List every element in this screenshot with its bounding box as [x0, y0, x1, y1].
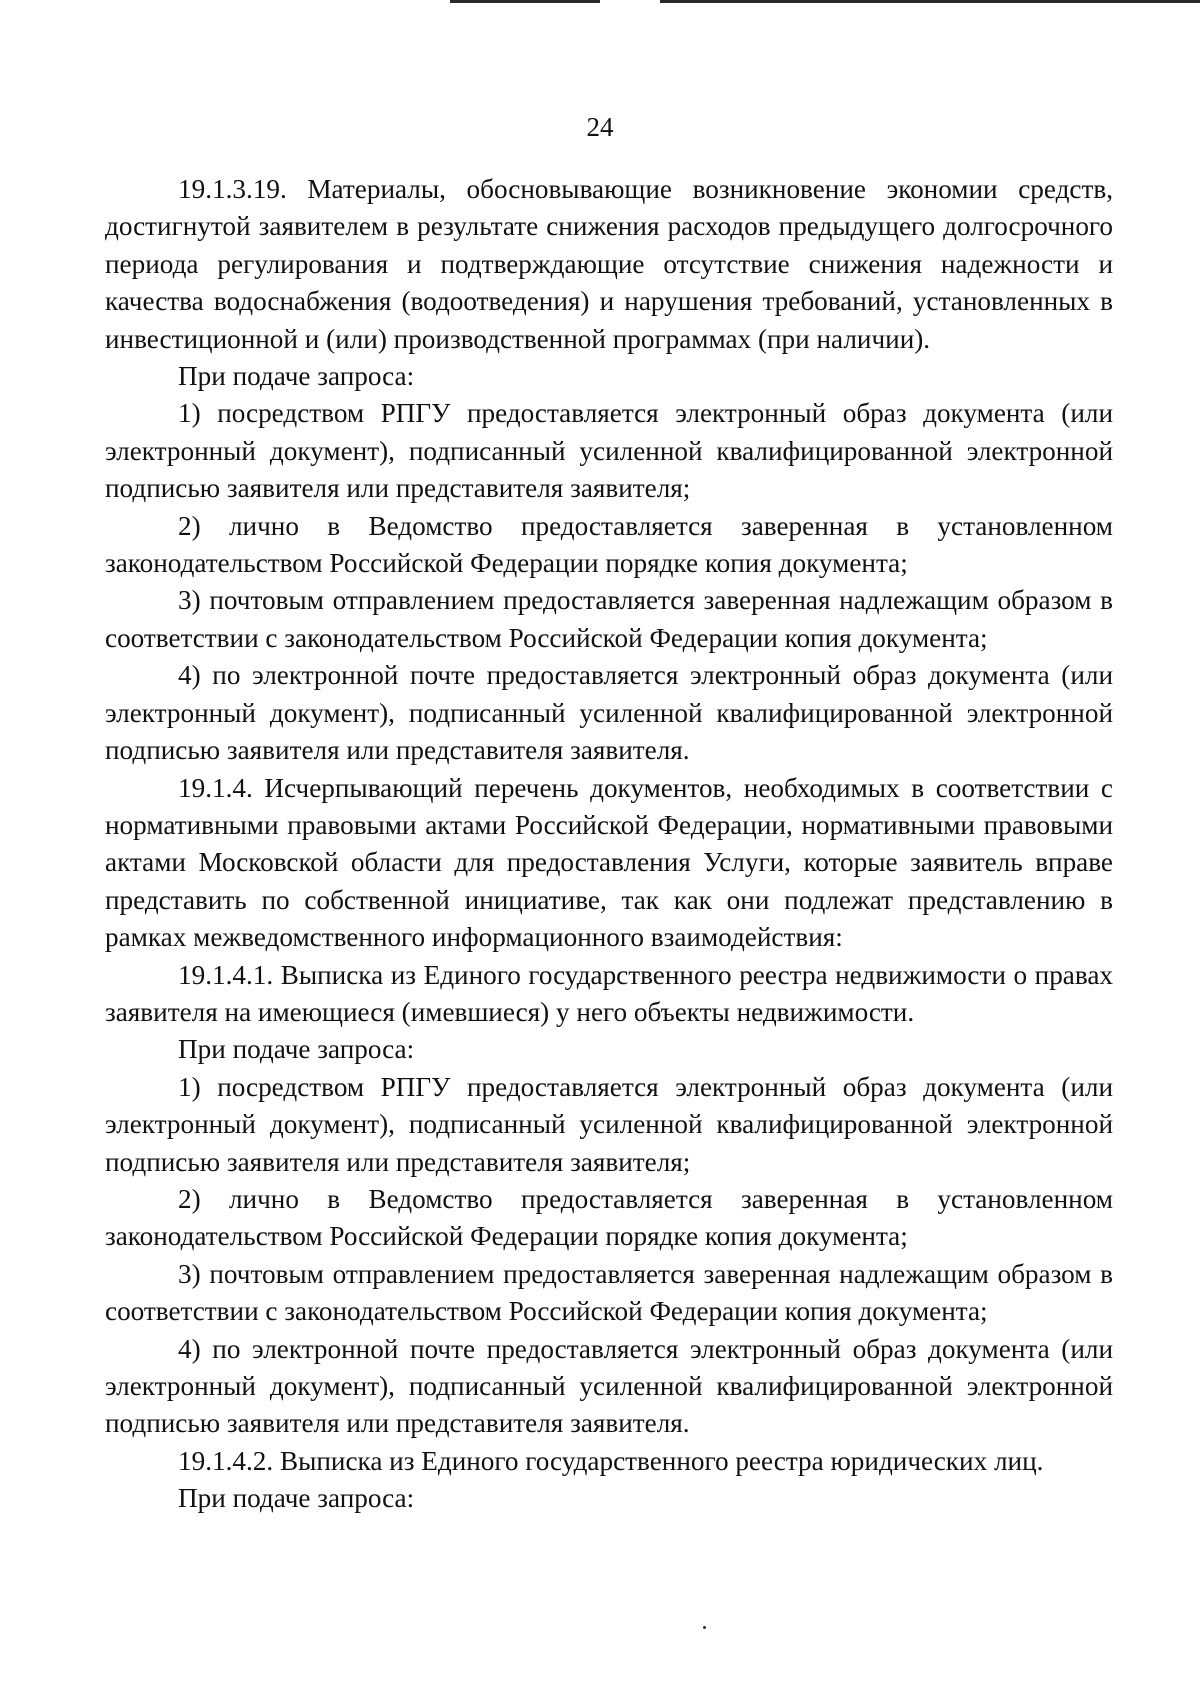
- paragraph-19-1-4-1: 19.1.4.1. Выписка из Единого государственного реестра недвижимости о правах заявителя на имеющиеся (имевшиеся) у него объекты недвижимости.: [105, 959, 1113, 1027]
- scan-top-edge: [450, 0, 1200, 3]
- page-number: 24: [586, 112, 614, 142]
- paragraph-list-item: 3) почтовым отправлением предоставляется заверенная надлежащим образом в соответствии с законодательством Российской Федерации копия документа;: [105, 585, 1113, 653]
- paragraph-request-heading: При подаче запроса:: [178, 1483, 415, 1514]
- paragraph-request-heading: При подаче запроса:: [178, 1034, 415, 1065]
- paragraph-request-heading: При подаче запроса:: [178, 361, 415, 392]
- paragraph-list-item: 4) по электронной почте предоставляется электронный образ документа (или электронный документ), подписанный усиленной квалифицированной электронной подписью заявителя или представителя заявителя.: [105, 1333, 1113, 1439]
- scan-top-edge-gap: [600, 0, 660, 3]
- paragraph-19-1-4-2: 19.1.4.2. Выписка из Единого государственного реестра юридических лиц.: [178, 1445, 1044, 1476]
- document-body: [105, 171, 1113, 1518]
- paragraph-list-item: 1) посредством РПГУ предоставляется электронный образ документа (или электронный документ), подписанный усиленной квалифицированной электронной подписью заявителя или представителя заявителя;: [105, 398, 1113, 504]
- paragraph-list-item: 3) почтовым отправлением предоставляется заверенная надлежащим образом в соответствии с законодательством Российской Федерации копия документа;: [105, 1258, 1113, 1327]
- paragraph-list-item: 1) посредством РПГУ предоставляется электронный образ документа (или электронный документ), подписанный усиленной квалифицированной электронной подписью заявителя или представителя заявителя;: [105, 1071, 1113, 1177]
- paragraph-19-1-4: 19.1.4. Исчерпывающий перечень документов, необходимых в соответствии с нормативными правовыми актами Российской Федерации, нормативными правовыми актами Московской области для предоставления Услуги, которые заявитель вправе представить по собственной инициативе, так как они подлежат представлению в рамках межведомственного информационного взаимодействия:: [105, 772, 1113, 953]
- paragraph-19-1-3-19: 19.1.3.19. Материалы, обосновывающие возникновение экономии средств, достигнутой заявителем в результате снижения расходов предыдущего долгосрочного периода регулирования и подтверждающие отсутствие снижения надежности и качества водоснабжения (водоотведения) и нарушения требований, установленных в инвестиционной и (или) производственной программах (при наличии).: [105, 174, 1113, 354]
- paragraph-list-item: 4) по электронной почте предоставляется электронный образ документа (или электронный документ), подписанный усиленной квалифицированной электронной подписью заявителя или представителя заявителя.: [105, 660, 1113, 766]
- scan-speck: [703, 1626, 706, 1629]
- paragraph-list-item: 2) лично в Ведомство предоставляется заверенная в установленном законодательством Российской Федерации порядке копия документа;: [105, 1183, 1113, 1252]
- paragraph-list-item: 2) лично в Ведомство предоставляется заверенная в установленном законодательством Российской Федерации порядке копия документа;: [105, 510, 1113, 579]
